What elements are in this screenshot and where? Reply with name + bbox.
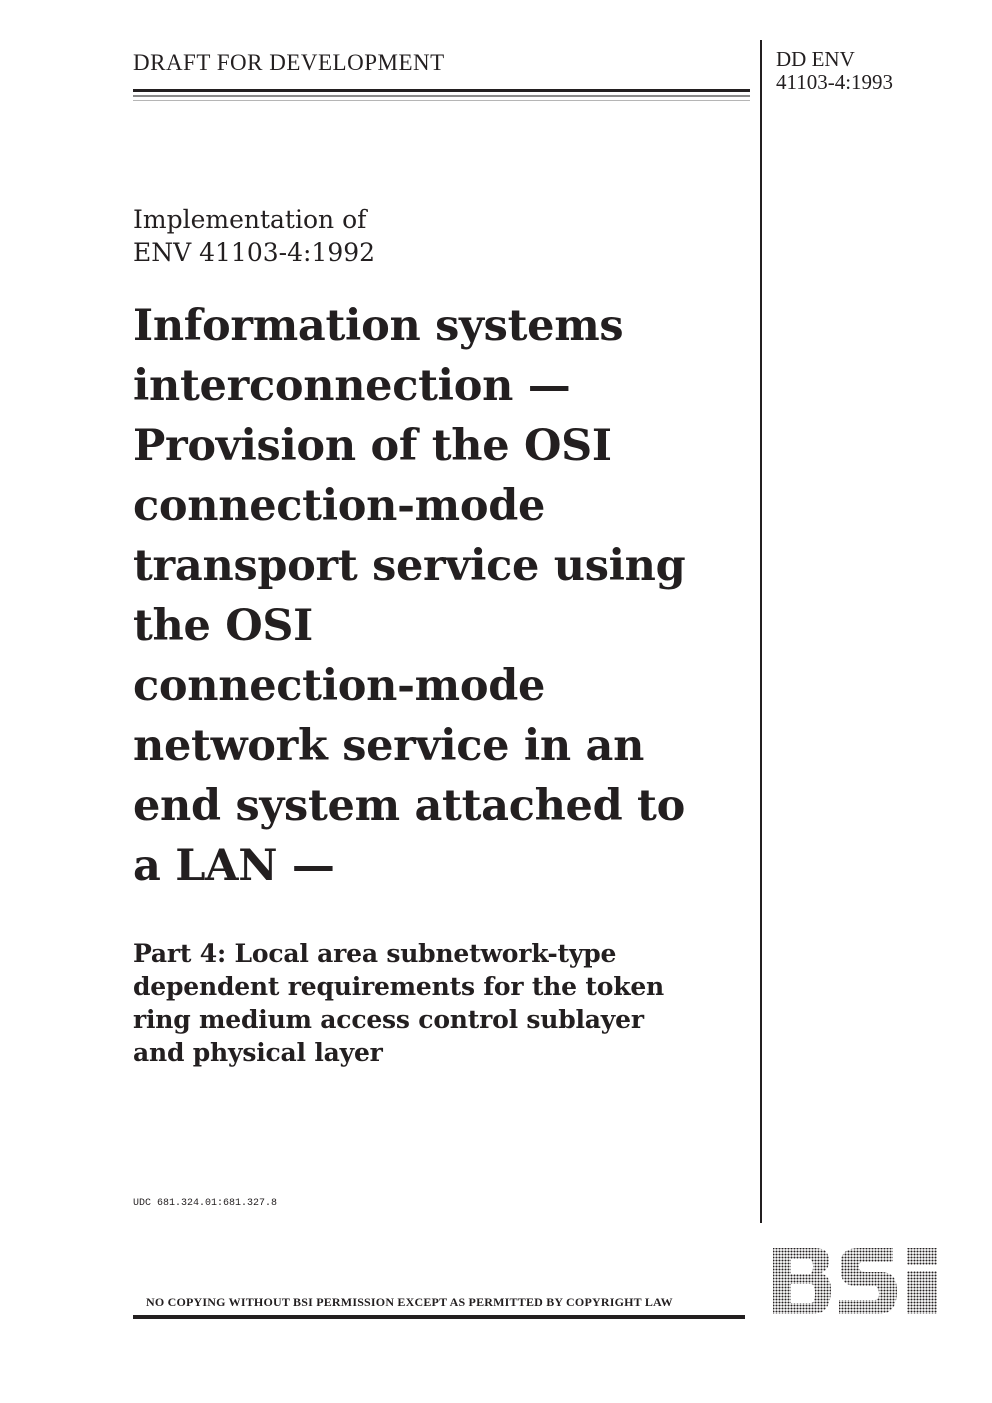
implementation-note	[133, 203, 375, 269]
header-rule-secondary	[133, 95, 750, 97]
udc-classification: UDC 681.324.01:681.327.8	[133, 1198, 278, 1209]
document-number-line: DD ENV	[776, 47, 855, 71]
title-line: end system attached to	[133, 781, 685, 831]
title-line: transport service using	[133, 541, 686, 591]
part-line: ring medium access control sublayer	[133, 1005, 644, 1034]
header-rule-tertiary	[133, 100, 750, 101]
part-subtitle	[133, 937, 664, 1069]
title-line: Information systems	[133, 301, 624, 351]
title-line: network service in an	[133, 721, 645, 771]
bsi-logo-icon	[769, 1244, 945, 1318]
part-line: Part 4: Local area subnetwork-type	[133, 939, 617, 968]
header-rule	[133, 89, 750, 92]
document-number-line: 41103-4:1993	[776, 70, 894, 94]
copyright-rule	[133, 1315, 745, 1319]
title-line: connection-mode	[133, 661, 546, 711]
title-line: the OSI	[133, 601, 313, 651]
part-line: and physical layer	[133, 1038, 383, 1067]
implementation-line: ENV 41103-4:1992	[133, 238, 376, 267]
title-line: connection-mode	[133, 481, 546, 531]
document-number	[776, 48, 893, 94]
document-title	[133, 296, 753, 896]
implementation-line: Implementation of	[133, 205, 367, 234]
title-line: interconnection —	[133, 361, 571, 411]
copyright-notice: NO COPYING WITHOUT BSI PERMISSION EXCEPT AS PERMITTED BY COPYRIGHT LAW	[146, 1295, 673, 1309]
column-divider	[760, 40, 762, 1223]
part-line: dependent requirements for the token	[133, 972, 664, 1001]
document-status-label: DRAFT FOR DEVELOPMENT	[133, 50, 445, 75]
title-line: Provision of the OSI	[133, 421, 612, 471]
title-line: a LAN —	[133, 841, 335, 891]
